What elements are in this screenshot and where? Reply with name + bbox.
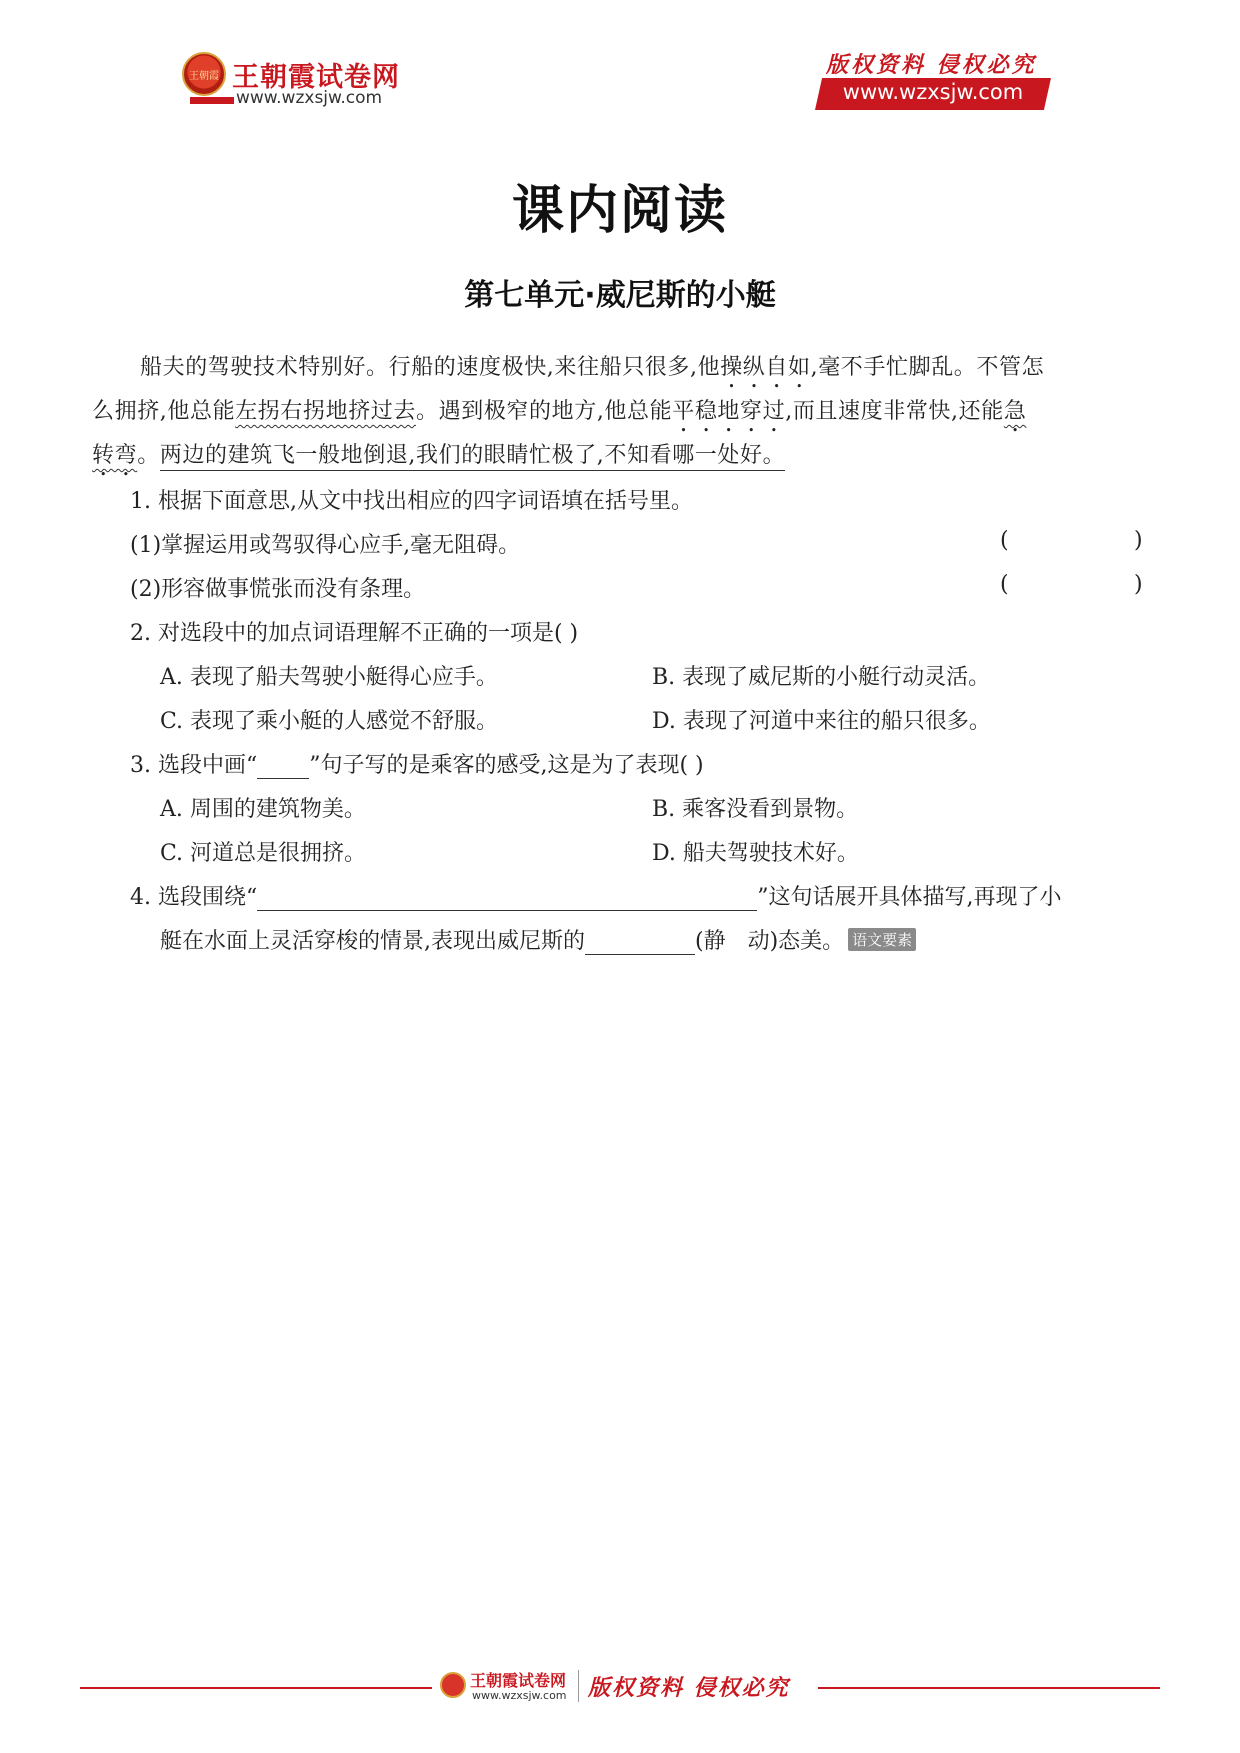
footer-logo-url[interactable]: www.wzxsjw.com xyxy=(472,1689,567,1702)
footer-line-right xyxy=(818,1687,1160,1689)
passage-text: 么拥挤,他总能 xyxy=(92,399,236,424)
logo-badge-icon xyxy=(182,52,226,96)
option-3b[interactable]: B. 乘客没看到景物。 xyxy=(652,797,859,822)
question-3-text: ”句子写的是乘客的感受,这是为了表现( ) xyxy=(309,753,704,778)
page-subtitle: 第七单元·威尼斯的小艇 xyxy=(464,278,776,313)
header-url[interactable]: www.wzxsjw.com xyxy=(842,80,1024,104)
underline-sample xyxy=(257,756,309,779)
question-4 xyxy=(130,880,1061,911)
option-3d[interactable]: D. 船夫驾驶技术好。 xyxy=(652,841,859,866)
footer-line-left xyxy=(80,1687,432,1689)
option-3a[interactable]: A. 周围的建筑物美。 xyxy=(160,797,366,822)
answer-blank-1-1[interactable] xyxy=(1020,534,1110,556)
logo-name: 王朝霞试卷网 xyxy=(232,62,400,93)
dotted-phrase: 急 xyxy=(1003,399,1027,424)
dotted-phrase: 平稳地穿过 xyxy=(672,399,786,424)
passage-text: ,毫不手忙脚乱。不管怎 xyxy=(810,355,1045,380)
question-4-text: ”这句话展开具体描写,再现了小 xyxy=(757,885,1062,910)
option-2b[interactable]: B. 表现了威尼斯的小艇行动灵活。 xyxy=(652,665,991,690)
footer-divider xyxy=(578,1670,579,1702)
option-2a[interactable]: A. 表现了船夫驾驶小艇得心应手。 xyxy=(160,665,498,690)
passage-text: 他 xyxy=(697,355,721,380)
question-1: 1. 根据下面意思,从文中找出相应的四字词语填在括号里。 xyxy=(130,489,693,514)
wavy-underlined-phrase: 左拐右拐地挤过去 xyxy=(235,399,417,424)
chinese-element-tag: 语文要素 xyxy=(848,928,916,951)
question-1-1: (1)掌握运用或驾驭得心应手,毫无阻碍。 xyxy=(130,533,521,558)
passage-line-2 xyxy=(92,394,1026,437)
dotted-phrase: 操纵自如 xyxy=(720,355,811,380)
answer-blank-4-1[interactable] xyxy=(257,888,757,911)
question-4-text: 4. 选段围绕“ xyxy=(130,885,258,910)
footer-copyright: 版权资料 侵权必究 xyxy=(588,1675,790,1701)
answer-paren-open: ( xyxy=(1000,528,1009,553)
option-3c[interactable]: C. 河道总是很拥挤。 xyxy=(160,841,367,866)
logo-badge-text: 王朝霞 xyxy=(189,70,219,82)
answer-paren-close: ) xyxy=(1134,528,1143,553)
question-2: 2. 对选段中的加点词语理解不正确的一项是( ) xyxy=(130,621,579,646)
footer-logo-icon xyxy=(440,1672,466,1698)
passage-text: 。 xyxy=(137,443,160,468)
passage-text: 船夫的驾驶技术特别好。行船的速度极快,来往船只很多, xyxy=(140,355,698,380)
dotted-phrase: 转弯 xyxy=(92,443,138,468)
question-3-text: 3. 选段中画“ xyxy=(130,753,258,778)
answer-blank-1-2[interactable] xyxy=(1020,578,1110,600)
question-4-cont xyxy=(160,924,916,955)
underlined-sentence: 两边的建筑飞一般地倒退,我们的眼睛忙极了,不知看哪一处好。 xyxy=(160,443,785,471)
passage-text: ,而且速度非常快,还能 xyxy=(785,399,1004,424)
answer-paren-open: ( xyxy=(1000,572,1009,597)
question-3 xyxy=(130,748,704,779)
question-4-text: 艇在水面上灵活穿梭的情景,表现出威尼斯的 xyxy=(160,929,585,954)
answer-paren-close: ) xyxy=(1134,572,1143,597)
question-1-2: (2)形容做事慌张而没有条理。 xyxy=(130,577,426,602)
header-copyright: 版权资料 侵权必究 xyxy=(826,52,1037,78)
passage-text: 。遇到极窄的地方,他总能 xyxy=(416,399,673,424)
logo-url[interactable]: www.wzxsjw.com xyxy=(236,88,383,108)
option-2c[interactable]: C. 表现了乘小艇的人感觉不舒服。 xyxy=(160,709,499,734)
question-4-text: (静 动)态美。 xyxy=(695,929,845,954)
passage-line-1 xyxy=(140,350,1044,393)
passage-line-3 xyxy=(92,438,785,481)
page-title: 课内阅读 xyxy=(511,181,728,241)
option-2d[interactable]: D. 表现了河道中来往的船只很多。 xyxy=(652,709,991,734)
footer-logo-name: 王朝霞试卷网 xyxy=(470,1671,567,1690)
answer-blank-4-2[interactable] xyxy=(585,932,695,955)
logo-ribbon xyxy=(190,97,234,104)
